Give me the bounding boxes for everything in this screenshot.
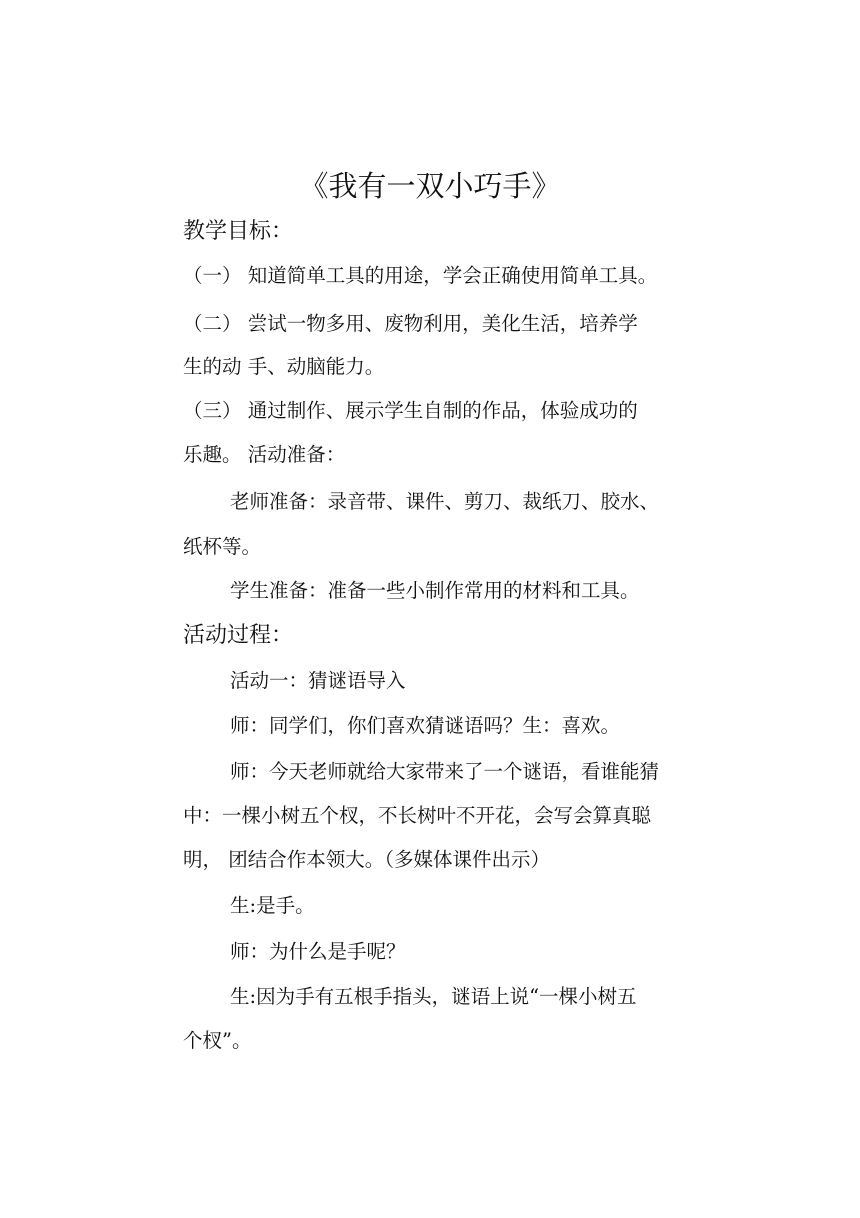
objective-line-5: 乐趣。 活动准备：	[183, 443, 346, 466]
objective-line-1: （一） 知道简单工具的用途，学会正确使用简单工具。	[183, 264, 658, 287]
dialogue-line-1: 师：同学们，你们喜欢猜谜语吗？生：喜欢。	[230, 714, 621, 737]
dialogue-line-8: 个杈”。	[183, 1029, 252, 1052]
teacher-prep-line-2: 纸杯等。	[183, 535, 262, 558]
objective-line-3: 生的动 手、动脑能力。	[183, 355, 385, 378]
activity-one-heading: 活动一：猜谜语导入	[230, 669, 406, 692]
objective-line-4: （三） 通过制作、展示学生自制的作品，体验成功的	[183, 399, 638, 422]
section-heading-objectives: 教学目标：	[183, 219, 294, 244]
dialogue-line-5: 生:是手。	[230, 894, 315, 917]
document-title: 《我有一双小巧手》	[299, 169, 561, 203]
dialogue-line-2: 师：今天老师就给大家带来了一个谜语，看谁能猜	[230, 760, 660, 783]
teacher-prep-line-1: 老师准备：录音带、课件、剪刀、裁纸刀、胶水、	[230, 490, 660, 513]
student-prep-line: 学生准备：准备一些小制作常用的材料和工具。	[230, 579, 640, 602]
section-heading-process: 活动过程：	[183, 623, 294, 648]
dialogue-line-3: 中：一棵小树五个杈，不长树叶不开花，会写会算真聪	[183, 804, 652, 827]
dialogue-line-6: 师：为什么是手呢？	[230, 940, 406, 963]
dialogue-line-4: 明， 团结合作本领大。（多媒体课件出示）	[183, 848, 550, 871]
objective-line-2: （二） 尝试一物多用、废物利用，美化生活，培养学	[183, 312, 638, 335]
dialogue-line-7: 生:因为手有五根手指头，谜语上说“一棵小树五	[230, 985, 637, 1008]
